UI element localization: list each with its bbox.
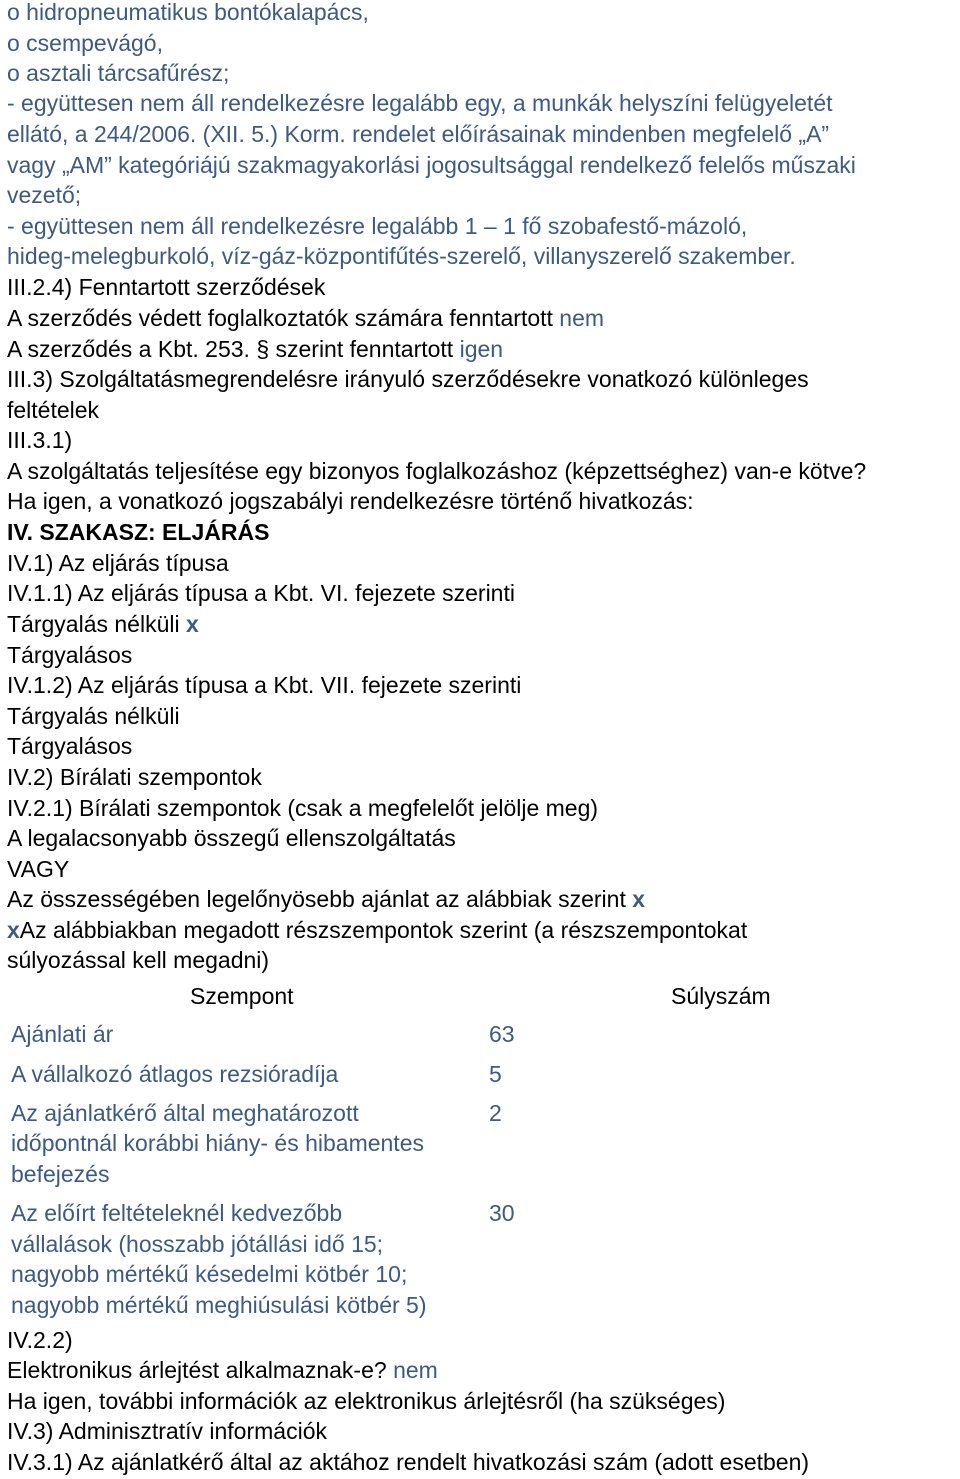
section-heading: IV.2.2)	[7, 1327, 73, 1353]
text-line: o csempevágó,	[7, 30, 163, 56]
question-text: A szolgáltatás teljesítése egy bizonyos foglalkozáshoz (képzettséghez) van-e kötve?	[7, 458, 867, 484]
option-text: Az összességében legelőnyösebb ajánlat az alábbiak szerint	[7, 886, 626, 912]
text-line: ellátó, a 244/2006. (XII. 5.) Korm. rendelet előírásainak mindenben megfelelő „A”	[7, 121, 830, 147]
option-mark: x	[7, 917, 20, 943]
section-heading: III.3.1)	[7, 427, 73, 453]
question-text: A szerződés védett foglalkoztatók számára fenntartott	[7, 305, 553, 331]
section-heading: III.2.4) Fenntartott szerződések	[7, 274, 326, 300]
text-line: - együttesen nem áll rendelkezésre legalább egy, a munkák helyszíni felügyeletét	[7, 90, 833, 116]
text-line: vezető;	[7, 182, 82, 208]
criterion-label: A vállalkozó átlagos rezsióradíja	[11, 1061, 339, 1087]
option-text: A legalacsonyabb összegű ellenszolgáltatás	[7, 825, 456, 851]
section-heading: IV.3.1) Az ajánlatkérő által az aktához rendelt hivatkozási szám (adott esetben)	[7, 1449, 810, 1475]
option-line	[7, 609, 199, 639]
criterion-weight: 2	[489, 1100, 502, 1126]
criterion-label: Az előírt feltételeknél kedvezőbb	[11, 1200, 343, 1226]
criterion-weight: 30	[489, 1200, 515, 1226]
question-line	[7, 334, 503, 364]
option-line	[7, 915, 747, 945]
question-text: Elektronikus árlejtést alkalmaznak-e?	[7, 1357, 387, 1383]
criterion-label: nagyobb mértékű késedelmi kötbér 10;	[11, 1261, 408, 1287]
answer-value: igen	[459, 336, 504, 362]
criterion-label: Az ajánlatkérő által meghatározott	[11, 1100, 359, 1126]
answer-value: nem	[559, 305, 605, 331]
question-line	[7, 303, 604, 333]
section-heading: IV.1) Az eljárás típusa	[7, 550, 229, 576]
text-line: vagy „AM” kategóriájú szakmagyakorlási jogosultsággal rendelkező felelős műszaki	[7, 152, 856, 178]
section-heading: IV.1.1) Az eljárás típusa a Kbt. VI. fejezete szerinti	[7, 580, 515, 606]
option-text: súlyozással kell megadni)	[7, 947, 270, 973]
text-line: - együttesen nem áll rendelkezésre legalább 1 – 1 fő szobafestő-mázoló,	[7, 213, 748, 239]
section-heading: IV.3) Adminisztratív információk	[7, 1418, 327, 1444]
criterion-weight: 5	[489, 1061, 502, 1087]
section-title: IV. SZAKASZ: ELJÁRÁS	[7, 519, 270, 545]
criterion-label: vállalások (hosszabb jótállási idő 15;	[11, 1231, 384, 1257]
criterion-weight: 63	[489, 1021, 515, 1047]
question-text: Ha igen, további információk az elektronikus árlejtésről (ha szükséges)	[7, 1388, 726, 1414]
option-line	[7, 884, 645, 914]
text-line: o asztali tárcsafűrész;	[7, 60, 230, 86]
option-text: Tárgyalás nélküli	[7, 703, 180, 729]
question-text: A szerződés a Kbt. 253. § szerint fenntartott	[7, 336, 454, 362]
criterion-label: időpontnál korábbi hiány- és hibamentes	[11, 1130, 424, 1156]
question-text: Ha igen, a vonatkozó jogszabályi rendelkezésre történő hivatkozás:	[7, 488, 694, 514]
option-text: Az alábbiakban megadott részszempontok szerint (a részszempontokat	[19, 917, 748, 943]
option-mark: x	[632, 886, 646, 912]
column-header: Súlyszám	[671, 983, 771, 1009]
answer-value: nem	[393, 1357, 438, 1383]
criterion-label: Ajánlati ár	[11, 1021, 114, 1047]
option-mark: x	[185, 611, 199, 637]
criterion-label: befejezés	[11, 1161, 110, 1187]
section-heading: feltételek	[7, 397, 100, 423]
section-heading: IV.1.2) Az eljárás típusa a Kbt. VII. fejezete szerinti	[7, 672, 522, 698]
question-line	[7, 1355, 438, 1385]
text-line: hideg-melegburkoló, víz-gáz-központifűtés-szerelő, villanyszerelő szakember.	[7, 243, 796, 269]
section-heading: IV.2.1) Bírálati szempontok (csak a megfelelőt jelölje meg)	[7, 795, 599, 821]
section-heading: III.3) Szolgáltatásmegrendelésre irányuló szerződésekre vonatkozó különleges	[7, 366, 809, 392]
column-header: Szempont	[190, 983, 294, 1009]
section-heading: IV.2) Bírálati szempontok	[7, 764, 262, 790]
option-text: Tárgyalásos	[7, 642, 133, 668]
criterion-label: nagyobb mértékű meghiúsulási kötbér 5)	[11, 1292, 427, 1318]
option-text: Tárgyalás nélküli	[7, 611, 180, 637]
option-text: VAGY	[7, 856, 70, 882]
text-line: o hidropneumatikus bontókalapács,	[7, 0, 369, 25]
option-text: Tárgyalásos	[7, 733, 133, 759]
